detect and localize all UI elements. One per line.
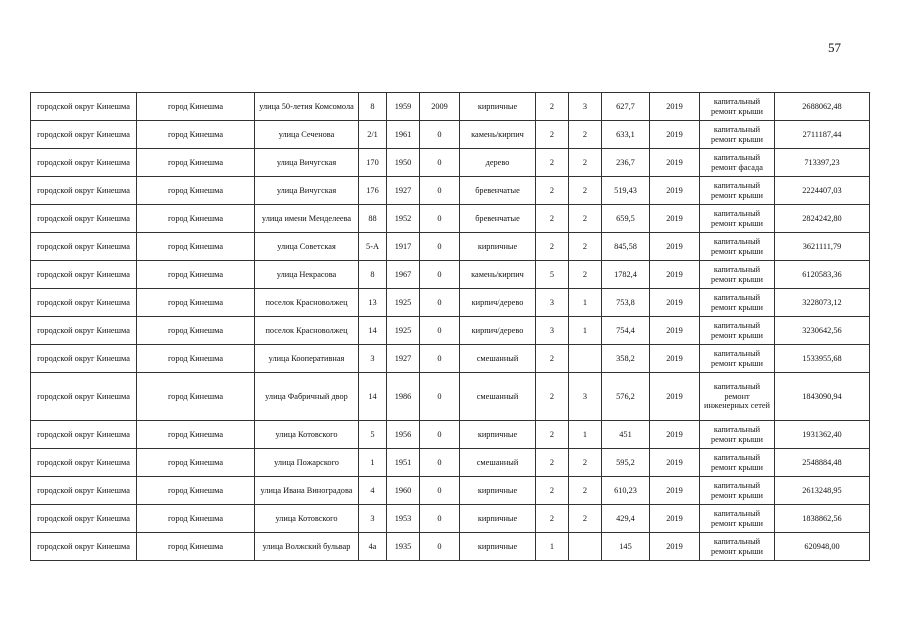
entrances-cell: 2	[569, 177, 602, 205]
street-cell: улица Волжский бульвар	[255, 533, 359, 561]
plan-year-cell: 2019	[650, 233, 700, 261]
wall-material-cell: смешанный	[460, 373, 536, 421]
house-number-cell: 170	[359, 149, 387, 177]
cost-cell: 1843090,94	[775, 373, 870, 421]
city-cell: город Кинешма	[137, 121, 255, 149]
city-cell: город Кинешма	[137, 421, 255, 449]
plan-year-cell: 2019	[650, 533, 700, 561]
entrances-cell: 2	[569, 205, 602, 233]
wall-material-cell: кирпичные	[460, 533, 536, 561]
plan-year-cell: 2019	[650, 261, 700, 289]
wall-material-cell: бревенчатые	[460, 177, 536, 205]
area-cell: 627,7	[602, 93, 650, 121]
floors-cell: 2	[536, 121, 569, 149]
work-type-cell: капитальный ремонт крыши	[700, 449, 775, 477]
work-type-cell: капитальный ремонт крыши	[700, 533, 775, 561]
district-cell: городской округ Кинешма	[31, 533, 137, 561]
entrances-cell: 3	[569, 373, 602, 421]
plan-year-cell: 2019	[650, 205, 700, 233]
wall-material-cell: бревенчатые	[460, 205, 536, 233]
floors-cell: 3	[536, 289, 569, 317]
city-cell: город Кинешма	[137, 317, 255, 345]
cost-cell: 2548884,48	[775, 449, 870, 477]
last-repair-year-cell: 0	[420, 121, 460, 149]
floors-cell: 2	[536, 373, 569, 421]
wall-material-cell: камень/кирпич	[460, 121, 536, 149]
street-cell: улица Котовского	[255, 421, 359, 449]
year-built-cell: 1961	[387, 121, 420, 149]
house-number-cell: 14	[359, 317, 387, 345]
work-type-cell: капитальный ремонт крыши	[700, 177, 775, 205]
plan-year-cell: 2019	[650, 449, 700, 477]
cost-cell: 713397,23	[775, 149, 870, 177]
district-cell: городской округ Кинешма	[31, 149, 137, 177]
street-cell: улица Фабричный двор	[255, 373, 359, 421]
cost-cell: 2711187,44	[775, 121, 870, 149]
last-repair-year-cell: 0	[420, 533, 460, 561]
district-cell: городской округ Кинешма	[31, 421, 137, 449]
entrances-cell	[569, 345, 602, 373]
area-cell: 610,23	[602, 477, 650, 505]
last-repair-year-cell: 2009	[420, 93, 460, 121]
floors-cell: 2	[536, 421, 569, 449]
page-number: 57	[828, 40, 841, 55]
street-cell: улица Котовского	[255, 505, 359, 533]
entrances-cell	[569, 533, 602, 561]
area-cell: 145	[602, 533, 650, 561]
house-number-cell: 8	[359, 261, 387, 289]
plan-year-cell: 2019	[650, 505, 700, 533]
district-cell: городской округ Кинешма	[31, 121, 137, 149]
work-type-cell: капитальный ремонт крыши	[700, 205, 775, 233]
year-built-cell: 1967	[387, 261, 420, 289]
district-cell: городской округ Кинешма	[31, 177, 137, 205]
last-repair-year-cell: 0	[420, 421, 460, 449]
plan-year-cell: 2019	[650, 373, 700, 421]
floors-cell: 2	[536, 93, 569, 121]
cost-cell: 3228073,12	[775, 289, 870, 317]
wall-material-cell: смешанный	[460, 345, 536, 373]
last-repair-year-cell: 0	[420, 477, 460, 505]
city-cell: город Кинешма	[137, 505, 255, 533]
cost-cell: 620948,00	[775, 533, 870, 561]
floors-cell: 2	[536, 177, 569, 205]
city-cell: город Кинешма	[137, 233, 255, 261]
year-built-cell: 1927	[387, 345, 420, 373]
floors-cell: 2	[536, 205, 569, 233]
work-type-cell: капитальный ремонт крыши	[700, 421, 775, 449]
table-row	[31, 289, 870, 317]
street-cell: улица 50-летия Комсомола	[255, 93, 359, 121]
city-cell: город Кинешма	[137, 449, 255, 477]
work-type-cell: капитальный ремонт крыши	[700, 233, 775, 261]
work-type-cell: капитальный ремонт крыши	[700, 345, 775, 373]
work-type-cell: капитальный ремонт крыши	[700, 93, 775, 121]
street-cell: поселок Красноволжец	[255, 289, 359, 317]
wall-material-cell: смешанный	[460, 449, 536, 477]
district-cell: городской округ Кинешма	[31, 449, 137, 477]
entrances-cell: 2	[569, 149, 602, 177]
plan-year-cell: 2019	[650, 121, 700, 149]
entrances-cell: 1	[569, 289, 602, 317]
house-number-cell: 176	[359, 177, 387, 205]
floors-cell: 2	[536, 449, 569, 477]
work-type-cell: капитальный ремонт крыши	[700, 261, 775, 289]
year-built-cell: 1935	[387, 533, 420, 561]
last-repair-year-cell: 0	[420, 233, 460, 261]
wall-material-cell: камень/кирпич	[460, 261, 536, 289]
entrances-cell: 2	[569, 261, 602, 289]
city-cell: город Кинешма	[137, 477, 255, 505]
city-cell: город Кинешма	[137, 345, 255, 373]
area-cell: 595,2	[602, 449, 650, 477]
entrances-cell: 2	[569, 477, 602, 505]
area-cell: 1782,4	[602, 261, 650, 289]
table-row	[31, 449, 870, 477]
area-cell: 753,8	[602, 289, 650, 317]
city-cell: город Кинешма	[137, 205, 255, 233]
table-row	[31, 233, 870, 261]
city-cell: город Кинешма	[137, 93, 255, 121]
city-cell: город Кинешма	[137, 149, 255, 177]
table-row	[31, 205, 870, 233]
street-cell: поселок Красноволжец	[255, 317, 359, 345]
house-number-cell: 2/1	[359, 121, 387, 149]
floors-cell: 2	[536, 505, 569, 533]
table-row	[31, 317, 870, 345]
work-type-cell: капитальный ремонт крыши	[700, 317, 775, 345]
area-cell: 633,1	[602, 121, 650, 149]
entrances-cell: 2	[569, 233, 602, 261]
city-cell: город Кинешма	[137, 289, 255, 317]
wall-material-cell: кирпич/дерево	[460, 317, 536, 345]
last-repair-year-cell: 0	[420, 317, 460, 345]
house-number-cell: 4а	[359, 533, 387, 561]
year-built-cell: 1986	[387, 373, 420, 421]
work-type-cell: капитальный ремонт крыши	[700, 289, 775, 317]
last-repair-year-cell: 0	[420, 505, 460, 533]
area-cell: 576,2	[602, 373, 650, 421]
wall-material-cell: кирпичные	[460, 233, 536, 261]
house-number-cell: 1	[359, 449, 387, 477]
district-cell: городской округ Кинешма	[31, 93, 137, 121]
plan-year-cell: 2019	[650, 149, 700, 177]
entrances-cell: 2	[569, 121, 602, 149]
plan-year-cell: 2019	[650, 345, 700, 373]
district-cell: городской округ Кинешма	[31, 233, 137, 261]
district-cell: городской округ Кинешма	[31, 289, 137, 317]
district-cell: городской округ Кинешма	[31, 373, 137, 421]
work-type-cell: капитальный ремонт крыши	[700, 505, 775, 533]
cost-cell: 2824242,80	[775, 205, 870, 233]
area-cell: 519,43	[602, 177, 650, 205]
entrances-cell: 1	[569, 421, 602, 449]
city-cell: город Кинешма	[137, 261, 255, 289]
year-built-cell: 1927	[387, 177, 420, 205]
cost-cell: 3621111,79	[775, 233, 870, 261]
plan-year-cell: 2019	[650, 289, 700, 317]
floors-cell: 3	[536, 317, 569, 345]
work-type-cell: капитальный ремонт крыши	[700, 121, 775, 149]
plan-year-cell: 2019	[650, 477, 700, 505]
table-row	[31, 345, 870, 373]
entrances-cell: 1	[569, 317, 602, 345]
table-row	[31, 373, 870, 421]
street-cell: улица Вичугская	[255, 177, 359, 205]
year-built-cell: 1953	[387, 505, 420, 533]
last-repair-year-cell: 0	[420, 373, 460, 421]
last-repair-year-cell: 0	[420, 345, 460, 373]
entrances-cell: 3	[569, 93, 602, 121]
repair-program-table	[30, 92, 870, 561]
house-number-cell: 3	[359, 345, 387, 373]
last-repair-year-cell: 0	[420, 205, 460, 233]
area-cell: 429,4	[602, 505, 650, 533]
table-row	[31, 421, 870, 449]
last-repair-year-cell: 0	[420, 261, 460, 289]
last-repair-year-cell: 0	[420, 449, 460, 477]
street-cell: улица Сеченова	[255, 121, 359, 149]
year-built-cell: 1925	[387, 289, 420, 317]
wall-material-cell: кирпичные	[460, 477, 536, 505]
table-row	[31, 505, 870, 533]
table-row	[31, 261, 870, 289]
floors-cell: 1	[536, 533, 569, 561]
street-cell: улица Вичугская	[255, 149, 359, 177]
floors-cell: 5	[536, 261, 569, 289]
cost-cell: 1838862,56	[775, 505, 870, 533]
district-cell: городской округ Кинешма	[31, 477, 137, 505]
last-repair-year-cell: 0	[420, 289, 460, 317]
year-built-cell: 1960	[387, 477, 420, 505]
wall-material-cell: кирпичные	[460, 421, 536, 449]
table-row	[31, 177, 870, 205]
cost-cell: 6120583,36	[775, 261, 870, 289]
year-built-cell: 1950	[387, 149, 420, 177]
year-built-cell: 1925	[387, 317, 420, 345]
plan-year-cell: 2019	[650, 93, 700, 121]
street-cell: улица Ивана Виноградова	[255, 477, 359, 505]
area-cell: 451	[602, 421, 650, 449]
area-cell: 659,5	[602, 205, 650, 233]
table-row	[31, 93, 870, 121]
cost-cell: 2224407,03	[775, 177, 870, 205]
district-cell: городской округ Кинешма	[31, 345, 137, 373]
house-number-cell: 5	[359, 421, 387, 449]
house-number-cell: 8	[359, 93, 387, 121]
floors-cell: 2	[536, 345, 569, 373]
district-cell: городской округ Кинешма	[31, 505, 137, 533]
floors-cell: 2	[536, 233, 569, 261]
district-cell: городской округ Кинешма	[31, 261, 137, 289]
street-cell: улица Кооперативная	[255, 345, 359, 373]
city-cell: город Кинешма	[137, 533, 255, 561]
house-number-cell: 5-А	[359, 233, 387, 261]
street-cell: улица имени Менделеева	[255, 205, 359, 233]
street-cell: улица Пожарского	[255, 449, 359, 477]
wall-material-cell: кирпичные	[460, 505, 536, 533]
city-cell: город Кинешма	[137, 373, 255, 421]
wall-material-cell: кирпичные	[460, 93, 536, 121]
wall-material-cell: дерево	[460, 149, 536, 177]
area-cell: 845,58	[602, 233, 650, 261]
year-built-cell: 1917	[387, 233, 420, 261]
table-row	[31, 477, 870, 505]
table-row	[31, 149, 870, 177]
work-type-cell: капитальный ремонт инженерных сетей	[700, 373, 775, 421]
last-repair-year-cell: 0	[420, 149, 460, 177]
year-built-cell: 1956	[387, 421, 420, 449]
area-cell: 236,7	[602, 149, 650, 177]
cost-cell: 3230642,56	[775, 317, 870, 345]
work-type-cell: капитальный ремонт крыши	[700, 477, 775, 505]
house-number-cell: 88	[359, 205, 387, 233]
work-type-cell: капитальный ремонт фасада	[700, 149, 775, 177]
house-number-cell: 13	[359, 289, 387, 317]
cost-cell: 2613248,95	[775, 477, 870, 505]
area-cell: 358,2	[602, 345, 650, 373]
last-repair-year-cell: 0	[420, 177, 460, 205]
street-cell: улица Советская	[255, 233, 359, 261]
house-number-cell: 4	[359, 477, 387, 505]
house-number-cell: 3	[359, 505, 387, 533]
year-built-cell: 1951	[387, 449, 420, 477]
table-row	[31, 121, 870, 149]
cost-cell: 2688062,48	[775, 93, 870, 121]
cost-cell: 1931362,40	[775, 421, 870, 449]
floors-cell: 2	[536, 477, 569, 505]
wall-material-cell: кирпич/дерево	[460, 289, 536, 317]
entrances-cell: 2	[569, 449, 602, 477]
year-built-cell: 1959	[387, 93, 420, 121]
district-cell: городской округ Кинешма	[31, 317, 137, 345]
street-cell: улица Некрасова	[255, 261, 359, 289]
table-row	[31, 533, 870, 561]
plan-year-cell: 2019	[650, 421, 700, 449]
entrances-cell: 2	[569, 505, 602, 533]
floors-cell: 2	[536, 149, 569, 177]
cost-cell: 1533955,68	[775, 345, 870, 373]
city-cell: город Кинешма	[137, 177, 255, 205]
plan-year-cell: 2019	[650, 317, 700, 345]
plan-year-cell: 2019	[650, 177, 700, 205]
area-cell: 754,4	[602, 317, 650, 345]
district-cell: городской округ Кинешма	[31, 205, 137, 233]
house-number-cell: 14	[359, 373, 387, 421]
year-built-cell: 1952	[387, 205, 420, 233]
